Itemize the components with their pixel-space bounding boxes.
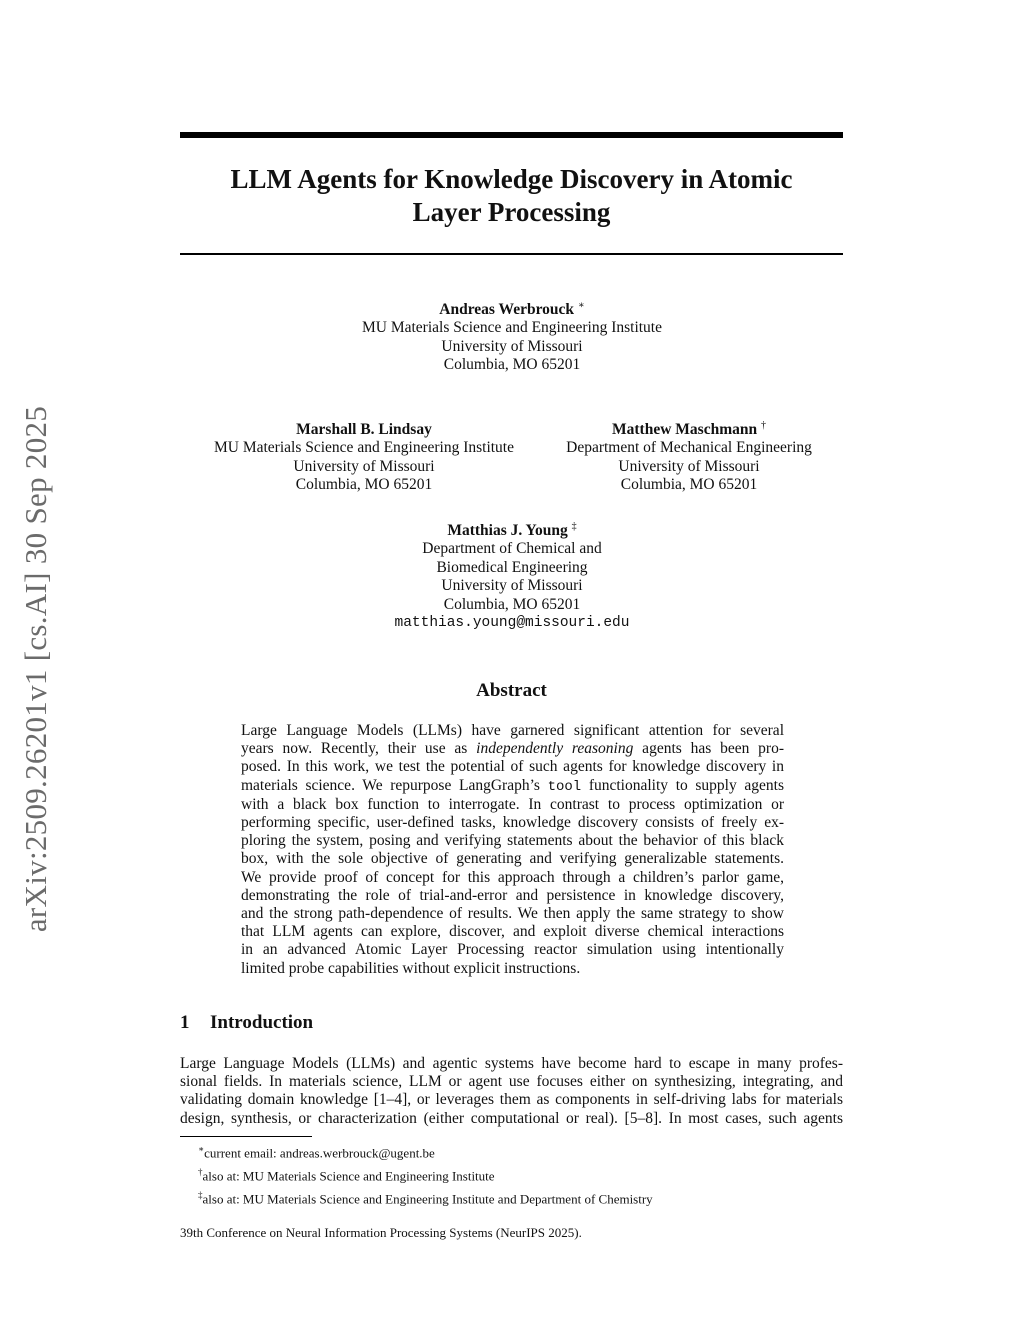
affiliation-line: MU Materials Science and Engineering Institute <box>213 439 514 457</box>
footnote <box>198 1163 653 1186</box>
author-name: Matthias J. Young <box>447 522 568 539</box>
footnote-text: also at: MU Materials Science and Engineering Institute and Department of Chemistry <box>202 1190 653 1206</box>
abstract-heading: Abstract <box>476 680 547 701</box>
introduction-body <box>180 1055 843 1128</box>
affiliation-line: MU Materials Science and Engineering Institute <box>361 319 662 337</box>
author-mark: ∗ <box>577 299 585 311</box>
arxiv-identifier-stamp <box>12 378 60 960</box>
abstract-line: materials science. We repurpose LangGraph’s tool functionality to supply agents <box>241 776 784 795</box>
abstract-line: performing specific, user-defined tasks, knowledge discovery consists of freely ex- <box>241 814 784 832</box>
affiliation-line: University of Missouri <box>441 337 583 355</box>
footnote <box>198 1186 653 1209</box>
author-mark: † <box>760 419 766 431</box>
footnote-text: current email: andreas.werbrouck@ugent.be <box>204 1145 435 1161</box>
paragraph-line: Large Language Models (LLMs) and agentic systems have become hard to escape in many profes- <box>180 1055 843 1072</box>
author-name: Andreas Werbrouck <box>439 301 575 318</box>
affiliation-line: University of Missouri <box>293 457 435 475</box>
affiliation-line: Department of Chemical and <box>422 540 602 558</box>
section-number: 1 <box>180 1012 190 1033</box>
section-title: Introduction <box>210 1012 314 1033</box>
affiliation-line: Biomedical Engineering <box>436 558 588 576</box>
affiliation-line: Columbia, MO 65201 <box>620 476 758 494</box>
author-block-werbrouck <box>300 301 724 375</box>
abstract-line: in an advanced Atomic Layer Processing reactor simulation using intentionally <box>241 941 784 959</box>
abstract-line: years now. Recently, their use as independently reasoning agents has been pro- <box>241 740 785 758</box>
affiliation-line: Columbia, MO 65201 <box>443 356 581 374</box>
abstract-line: ploring the system, posing and verifying statements about the behavior of this black <box>241 832 784 850</box>
affiliation-line: University of Missouri <box>441 577 583 595</box>
paragraph-line: sional fields. In materials science, LLM or agent use focuses either on synthesizing, integrating, and <box>180 1073 843 1091</box>
footnote-mark: † <box>198 1166 203 1177</box>
title-top-rule <box>180 132 843 138</box>
title-line: LLM Agents for Knowledge Discovery in Atomic <box>230 164 793 194</box>
abstract-line: that LLM agents can explore, discover, and exploit diverse chemical interactions <box>241 923 784 941</box>
abstract-line: demonstrating the role of trial-and-error and persistence in knowledge discovery, <box>241 886 784 904</box>
abstract-line: Large Language Models (LLMs) have garnered significant attention for several <box>241 722 784 739</box>
abstract-line: posed. In this work, we test the potential of such agents for knowledge discovery in <box>241 758 784 776</box>
author-name: Matthew Maschmann <box>612 421 758 438</box>
affiliation-line: Columbia, MO 65201 <box>295 476 433 494</box>
author-block-young <box>362 522 662 632</box>
abstract-body <box>241 722 784 978</box>
footnotes <box>198 1140 653 1208</box>
paragraph-line: design, synthesis, or characterization (either computational or real). [5–8]. In most cases, such agents <box>180 1109 843 1127</box>
title-bottom-rule <box>180 253 843 255</box>
author-block-maschmann <box>540 421 838 495</box>
venue-note: 39th Conference on Neural Information Processing Systems (NeurIPS 2025). <box>180 1225 582 1240</box>
author-name: Marshall B. Lindsay <box>296 421 432 438</box>
abstract-line: box, with the sole objective of generating and verifying generalizable statements. <box>241 850 784 868</box>
arxiv-identifier-text: arXiv:2509.26201v1 [cs.AI] 30 Sep 2025 <box>18 405 53 933</box>
affiliation-line: University of Missouri <box>618 457 760 475</box>
abstract-line: We provide proof of concept for this approach through a children’s parlor game, <box>241 868 784 886</box>
author-mark: ‡ <box>571 520 577 532</box>
affiliation-line: Department of Mechanical Engineering <box>566 439 812 457</box>
paper-title <box>180 163 843 229</box>
abstract-line: with a black box function to interrogate. In contrast to process optimization or <box>241 795 784 813</box>
footnote-mark: ∗ <box>198 1144 205 1154</box>
abstract-line: and the strong path-dependence of results. We then apply the same strategy to show <box>241 905 784 923</box>
footnote-text: also at: MU Materials Science and Engineering Institute <box>202 1168 495 1184</box>
author-email-link[interactable]: matthias.young@missouri.edu <box>394 615 630 632</box>
footnote-rule <box>180 1136 312 1137</box>
abstract-line: limited probe capabilities without explicit instructions. <box>241 959 581 977</box>
footnote-mark: ‡ <box>198 1189 203 1200</box>
author-block-lindsay <box>182 421 546 495</box>
section-heading <box>180 1012 313 1034</box>
footnote <box>198 1140 653 1163</box>
title-line: Layer Processing <box>412 197 611 227</box>
affiliation-line: Columbia, MO 65201 <box>443 595 581 613</box>
paragraph-line: validating domain knowledge [1–4], or leverages them as components in self-driving labs for materials <box>180 1091 843 1109</box>
